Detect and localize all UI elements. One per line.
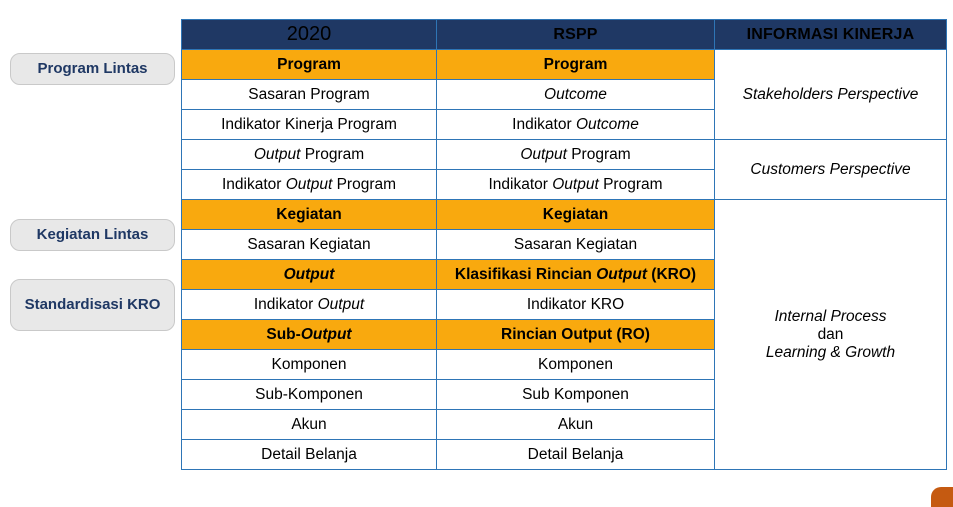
perspective-line-1: Internal Process <box>774 307 887 325</box>
perspective-line-3: Learning & Growth <box>765 343 896 361</box>
cell-2020: Kegiatan <box>182 200 437 230</box>
cell-rspp: Sasaran Kegiatan <box>437 230 715 260</box>
cell-2020: Akun <box>182 410 437 440</box>
cell-2020: Sasaran Kegiatan <box>182 230 437 260</box>
table-row <box>182 140 947 170</box>
cell-2020: Indikator Kinerja Program <box>182 110 437 140</box>
cell-2020: Sub-Output <box>182 320 437 350</box>
comparison-table <box>181 19 947 470</box>
perspective-line-2: dan <box>817 325 844 343</box>
cell-rspp: Outcome <box>437 80 715 110</box>
cell-2020: Indikator Output <box>182 290 437 320</box>
cell-rspp: Output Program <box>437 140 715 170</box>
cell-rspp: Akun <box>437 410 715 440</box>
callout-kegiatan-lintas <box>10 219 175 251</box>
callout-program-lintas-label: Program Lintas <box>37 60 148 78</box>
header-year: 2020 <box>182 20 437 50</box>
cell-rspp: Indikator KRO <box>437 290 715 320</box>
cell-perspective-customers: Customers Perspective <box>715 140 947 200</box>
table-header-row <box>182 20 947 50</box>
cell-rspp: Komponen <box>437 350 715 380</box>
cell-2020: Sasaran Program <box>182 80 437 110</box>
cell-rspp: Sub Komponen <box>437 380 715 410</box>
cell-rspp: Program <box>437 50 715 80</box>
cell-2020: Komponen <box>182 350 437 380</box>
callout-standardisasi-kro-label: Standardisasi KRO <box>24 296 161 314</box>
cell-2020: Output Program <box>182 140 437 170</box>
cell-rspp: Klasifikasi Rincian Output (KRO) <box>437 260 715 290</box>
callout-kegiatan-lintas-label: Kegiatan Lintas <box>36 226 149 244</box>
cell-rspp: Kegiatan <box>437 200 715 230</box>
table-row <box>182 200 947 230</box>
table-row <box>182 50 947 80</box>
cell-rspp: Indikator Outcome <box>437 110 715 140</box>
corner-decoration <box>931 487 953 507</box>
cell-rspp: Rincian Output (RO) <box>437 320 715 350</box>
header-rspp: RSPP <box>437 20 715 50</box>
callout-program-lintas <box>10 53 175 85</box>
comparison-table-wrapper <box>181 19 946 470</box>
cell-perspective-internal-process <box>715 200 947 470</box>
cell-2020: Program <box>182 50 437 80</box>
callout-standardisasi-kro <box>10 279 175 331</box>
header-informasi-kinerja: INFORMASI KINERJA <box>715 20 947 50</box>
cell-perspective-stakeholders: Stakeholders Perspective <box>715 50 947 140</box>
cell-rspp: Indikator Output Program <box>437 170 715 200</box>
cell-2020: Indikator Output Program <box>182 170 437 200</box>
cell-2020: Detail Belanja <box>182 440 437 470</box>
cell-rspp: Detail Belanja <box>437 440 715 470</box>
cell-2020: Output <box>182 260 437 290</box>
cell-2020: Sub-Komponen <box>182 380 437 410</box>
